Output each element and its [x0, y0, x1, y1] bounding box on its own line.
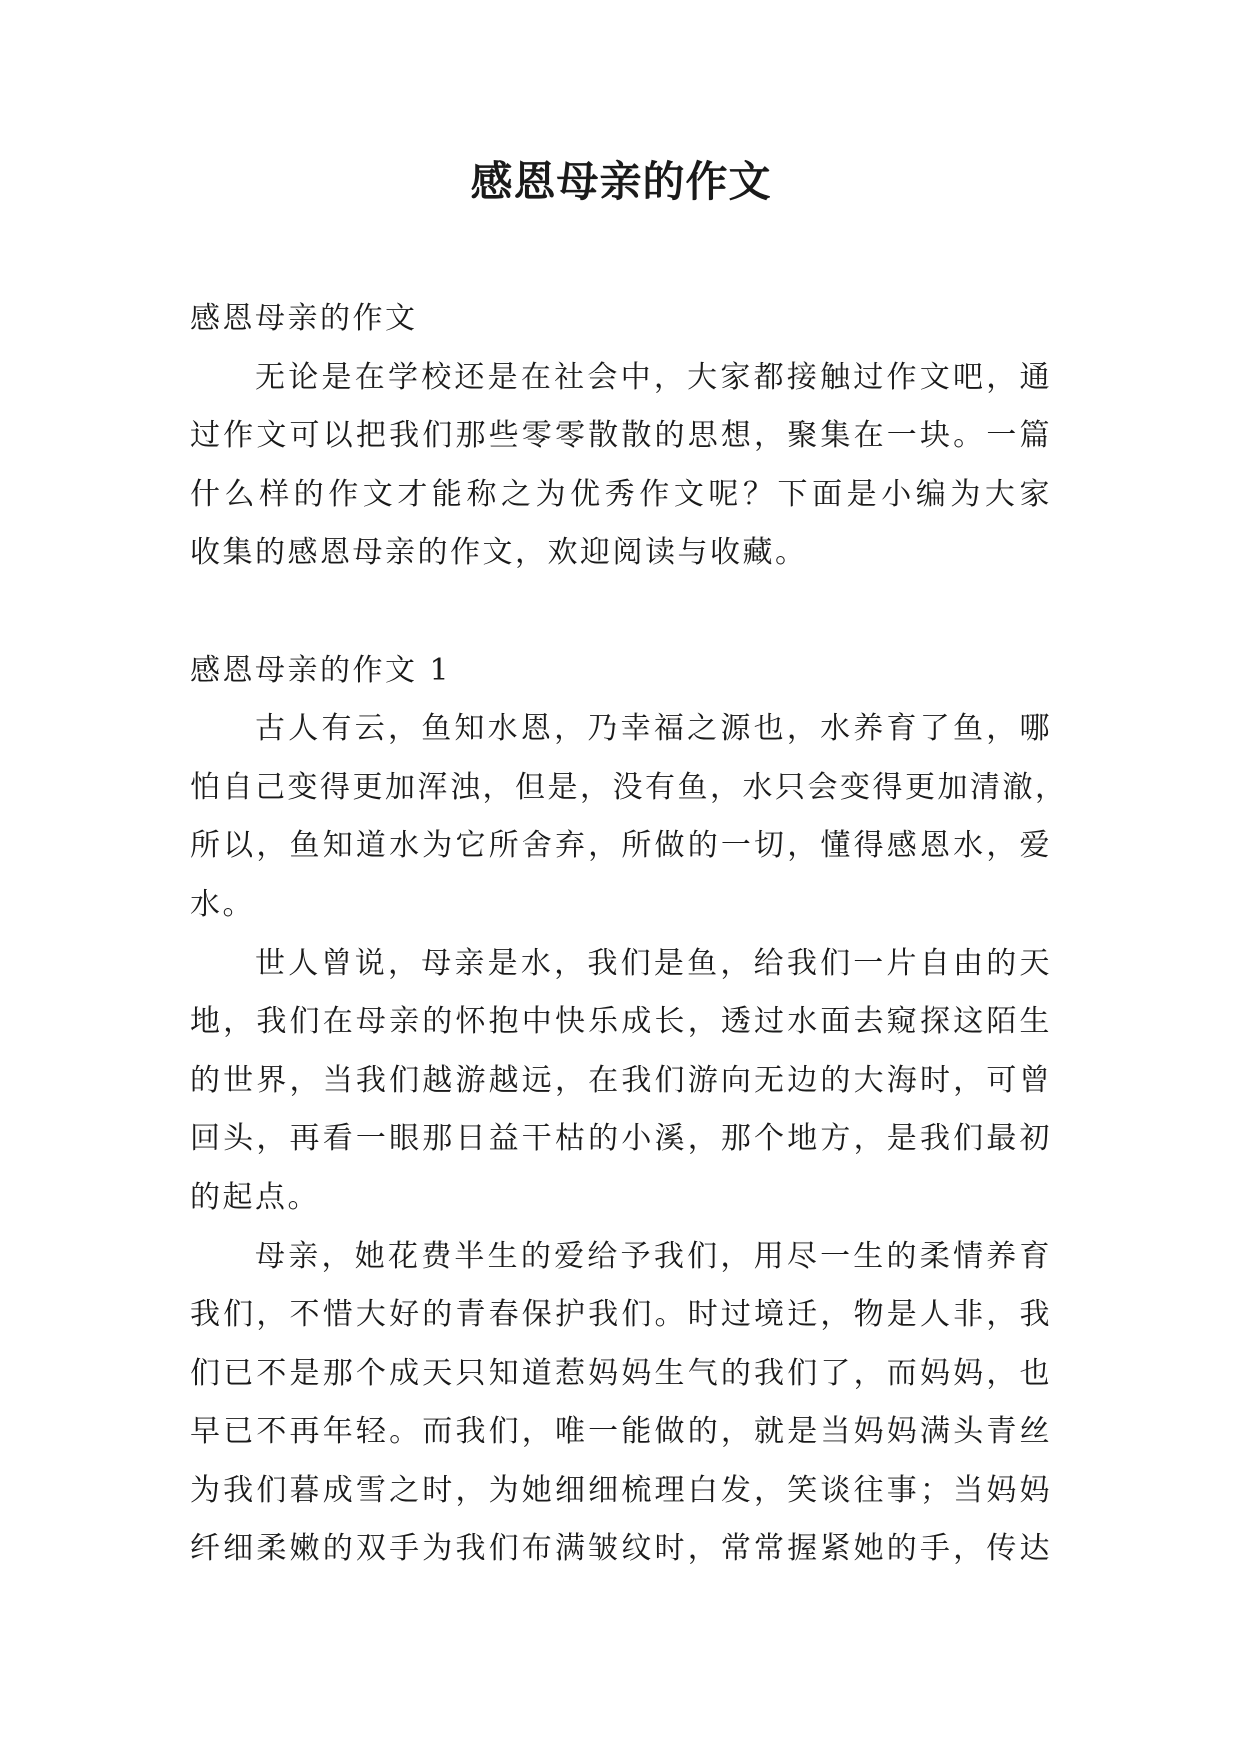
paragraph-line: 母亲，她花费半生的爱给予我们，用尽一生的柔情养育 [255, 1238, 1052, 1274]
paragraph-line: 的世界，当我们越游越远，在我们游向无边的大海时，可曾 [190, 1062, 1052, 1098]
paragraph-line: 怕自己变得更加浑浊，但是，没有鱼，水只会变得更加清澈， [190, 769, 1068, 805]
paragraph-line: 收集的感恩母亲的作文，欢迎阅读与收藏。 [190, 535, 808, 571]
paragraph-line: 水。 [190, 886, 255, 922]
section-spacer [190, 583, 1052, 642]
paragraph-line: 为我们暮成雪之时，为她细细梳理白发，笑谈往事；当妈妈 [190, 1472, 1052, 1508]
paragraph-line: 所以，鱼知道水为它所舍弃，所做的一切，懂得感恩水，爱 [190, 828, 1052, 864]
section-heading: 感恩母亲的作文 1 [190, 652, 452, 688]
paragraph-line: 古人有云，鱼知水恩，乃幸福之源也，水养育了鱼，哪 [255, 711, 1052, 747]
document-body [190, 290, 1068, 1579]
paragraph-line: 早已不再年轻。而我们，唯一能做的，就是当妈妈满头青丝 [190, 1414, 1052, 1450]
paragraph-line: 纤细柔嫩的双手为我们布满皱纹时，常常握紧她的手，传达 [190, 1531, 1052, 1567]
paragraph-line: 们已不是那个成天只知道惹妈妈生气的我们了，而妈妈，也 [190, 1355, 1052, 1391]
paragraph-line: 的起点。 [190, 1179, 320, 1215]
paragraph-line: 过作文可以把我们那些零零散散的思想，聚集在一块。一篇 [190, 418, 1052, 454]
section-heading: 感恩母亲的作文 [190, 301, 418, 336]
paragraph-line: 无论是在学校还是在社会中，大家都接触过作文吧，通 [255, 359, 1052, 395]
paragraph-line: 世人曾说，母亲是水，我们是鱼，给我们一片自由的天 [255, 945, 1052, 981]
paragraph-line: 地，我们在母亲的怀抱中快乐成长，透过水面去窥探这陌生 [190, 1004, 1052, 1040]
document-title: 感恩母亲的作文 [470, 157, 772, 206]
paragraph-line: 我们，不惜大好的青春保护我们。时过境迁，物是人非，我 [190, 1297, 1052, 1333]
paragraph-line: 回头，再看一眼那日益干枯的小溪，那个地方，是我们最初 [190, 1121, 1052, 1157]
paragraph-line: 什么样的作文才能称之为优秀作文呢？下面是小编为大家 [190, 476, 1052, 512]
